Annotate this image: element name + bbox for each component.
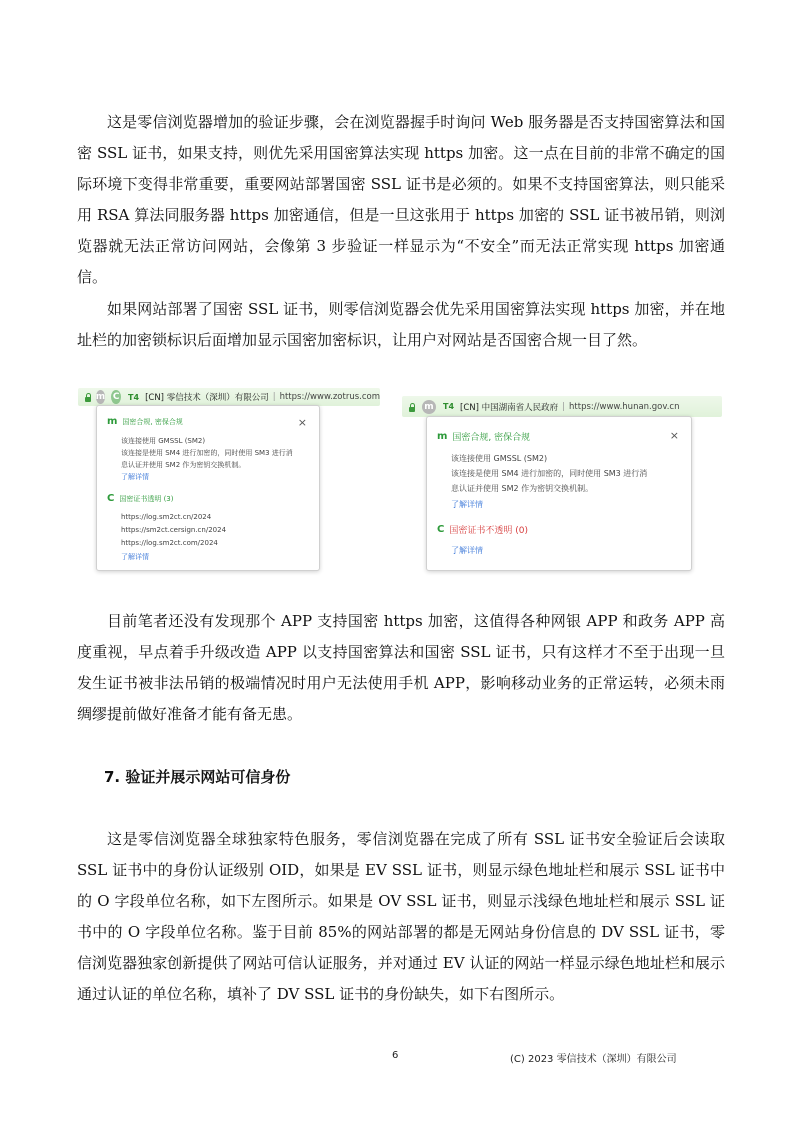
conn-line: 该连接是使用 SM4 进行加密的，同时使用 SM3 进行消 [121,449,293,457]
ct-log-item: https://sm2ct.cersign.cn/2024 [121,526,227,534]
ct-icon: C [107,493,115,504]
browser-screenshot-right [402,396,722,572]
close-icon[interactable]: × [297,416,307,429]
ct-icon: C [437,524,445,535]
conn-line: 息认证并使用 SM2 作为密钥交换机制。 [451,484,594,493]
gm-status-row [107,416,183,427]
ct-status-title: 国密证书透明 (3) [119,494,174,503]
address-bar[interactable] [78,388,380,406]
url-text[interactable]: https://www.hunan.gov.cn [569,401,680,412]
close-icon[interactable]: × [669,429,679,442]
learn-more-link[interactable]: 了解详情 [451,500,483,509]
org-name: [CN] 零信技术（深圳）有限公司 [145,393,269,403]
gm-badge-icon[interactable]: m [95,392,106,402]
gm-icon: m [107,416,118,427]
conn-line: 息认证并使用 SM2 作为密钥交换机制。 [121,461,246,469]
ct-log-item: https://log.sm2ct.cn/2024 [121,513,212,521]
paragraph-gm-handshake: 这是零信浏览器增加的验证步骤，会在浏览器握手时询问 Web 服务器是否支持国密算法和国密 SSL 证书，如果支持，则优先采用国密算法实现 https 加密。这一点在目前的非常不确定的国际环境下变得非常重要，重要网站部署国密 SSL 证书是必须的。如果不支持国密算法，则只能采用 RSA 算法同服务器 https 加密通信，但是一旦这张用于 https 加密的 SSL 证书被吊销，则浏览器就无法正常访问网站，会像第 3 步验证一样显示为“不安全”而无法正常实现 https 加密通信。 [77,113,725,286]
browser-screenshot-left [78,388,380,572]
gm-status-row [437,430,530,443]
ct-status-title: 国密证书不透明 (0) [449,526,528,536]
org-name: [CN] 中国湖南省人民政府 [460,402,559,413]
lock-icon[interactable] [408,403,416,411]
learn-more-link[interactable]: 了解详情 [121,473,149,481]
conn-line: 该连接使用 GMSSL (SM2) [121,437,206,445]
paragraph-app-support: 目前笔者还没有发现那个 APP 支持国密 https 加密，这值得各种网银 APP 和政务 APP 高度重视，早点着手升级改造 APP 以支持国密算法和国密 SSL 证书，只有这样才不至于出现一旦发生证书被非法吊销的极端情况时用户无法使用手机 APP，影响移动业务的正常运转，必须未雨绸缪提前做好准备才能有备无患。 [77,612,725,723]
ct-badge-icon[interactable]: C [112,392,120,402]
gm-icon: m [437,431,448,442]
trust-level-icon[interactable]: T4 [128,392,140,402]
ct-status-row [437,523,528,536]
conn-line: 该连接使用 GMSSL (SM2) [451,454,548,463]
url-text[interactable]: https://www.zotrus.com [279,392,380,402]
security-popup [96,405,320,571]
paragraph-trusted-identity: 这是零信浏览器全球独家特色服务，零信浏览器在完成了所有 SSL 证书安全验证后会读取 SSL 证书中的身份认证级别 OID，如果是 EV SSL 证书，则显示绿色地址栏和展示 SSL 证书中的 O 字段单位名称，如下左图所示。如果是 OV SSL 证书，则显示浅绿色地址栏和展示 SSL 证书中的 O 字段单位名称。鉴于目前 85%的网站部署的都是无网站身份信息的 DV SSL 证书，零信浏览器独家创新提供了网站可信认证服务，并对通过 EV 认证的网站一样显示绿色地址栏和展示通过认证的单位名称，填补了 DV SSL 证书的身份缺失，如下右图所示。 [77,830,725,1003]
gm-status-title: 国密合规, 密保合规 [122,417,183,426]
divider: | [562,401,566,412]
gm-badge-icon[interactable]: m [422,400,436,414]
page-number: 6 [392,1050,399,1061]
lock-icon[interactable] [84,393,90,401]
security-popup [426,416,692,571]
conn-line: 该连接是使用 SM4 进行加密的，同时使用 SM3 进行消 [451,469,648,478]
address-bar[interactable] [402,396,722,417]
learn-more-link[interactable]: 了解详情 [121,553,149,561]
ct-log-item: https://log.sm2ct.com/2024 [121,539,218,547]
divider: | [272,392,276,402]
section-heading: 7. 验证并展示网站可信身份 [104,768,291,786]
ct-status-row [107,493,173,504]
gm-status-title: 国密合规, 密保合规 [452,433,531,443]
learn-more-link[interactable]: 了解详情 [451,546,483,555]
trust-level-icon[interactable]: T4 [443,402,455,411]
paragraph-gm-indicator: 如果网站部署了国密 SSL 证书，则零信浏览器会优先采用国密算法实现 https 加密，并在地址栏的加密锁标识后面增加显示国密加密标识，让用户对网站是否国密合规一目了然。 [77,300,725,349]
footer-copyright: (C) 2023 零信技术（深圳）有限公司 [510,1054,677,1065]
